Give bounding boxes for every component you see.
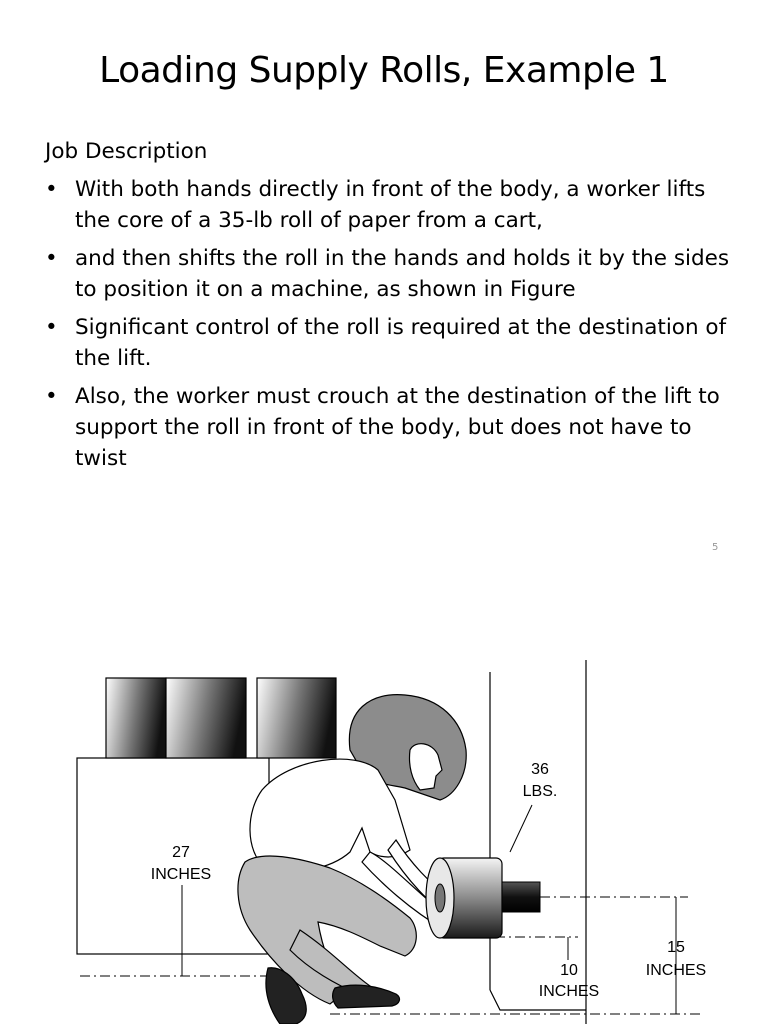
roll-core-hole xyxy=(435,884,445,912)
weight-leader-line xyxy=(510,805,532,852)
lifting-illustration xyxy=(0,600,768,1024)
cart-height-value-label: 27 xyxy=(172,844,190,861)
lifting-figure xyxy=(0,600,768,1024)
bullet-item xyxy=(45,381,735,474)
weight-value-label: 36 xyxy=(531,761,549,778)
supply-box xyxy=(106,678,166,758)
destination-height-value-label: 15 xyxy=(667,939,685,956)
bullet-item xyxy=(45,174,735,236)
weight-unit-label: LBS. xyxy=(522,783,558,800)
bullet-list xyxy=(45,174,735,481)
shoe-shape xyxy=(333,985,400,1008)
page-number: 5 xyxy=(712,542,719,553)
bullet-text: and then shifts the roll in the hands and holds it by the sides to position it on a machine, as shown in Figure xyxy=(75,246,730,302)
horizontal-value-label: 10 xyxy=(560,962,578,979)
destination-height-unit-label: INCHES xyxy=(645,962,707,979)
bullet-icon: • xyxy=(45,384,58,409)
bullet-item xyxy=(45,312,735,374)
supply-box xyxy=(166,678,246,758)
bullet-item xyxy=(45,243,735,305)
bullet-text: Significant control of the roll is required at the destination of the lift. xyxy=(75,315,727,371)
paper-roll xyxy=(426,858,540,938)
bullet-icon: • xyxy=(45,246,58,271)
roll-core xyxy=(502,882,540,912)
bullet-text: Also, the worker must crouch at the destination of the lift to support the roll in front of the body, but does not have to twist xyxy=(75,384,720,471)
section-label: Job Description xyxy=(45,139,208,164)
slide-title: Loading Supply Rolls, Example 1 xyxy=(99,50,669,91)
bullet-icon: • xyxy=(45,315,58,340)
bullet-text: With both hands directly in front of the body, a worker lifts the core of a 35-lb roll of paper from a cart, xyxy=(75,177,706,233)
bullet-icon: • xyxy=(45,177,58,202)
cart-height-unit-label: INCHES xyxy=(150,866,212,883)
horizontal-unit-label: INCHES xyxy=(538,983,600,1000)
supply-box xyxy=(257,678,336,758)
